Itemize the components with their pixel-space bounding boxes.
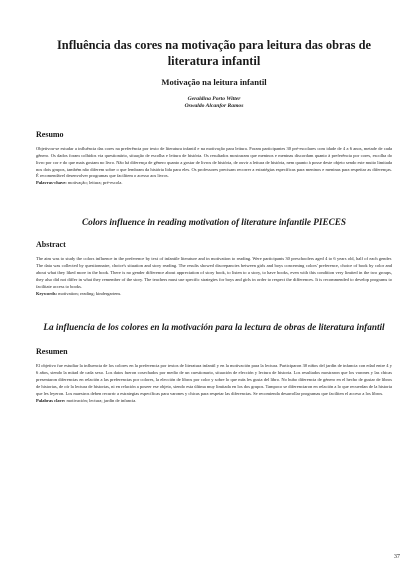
paper-title: Influência das cores na motivação para leitura das obras de literatura infantil — [56, 38, 371, 68]
author-name: Geraldina Porto Witter — [187, 96, 241, 102]
keywords-line — [36, 180, 392, 187]
page-number: 37 — [393, 553, 400, 560]
keywords-label: Keywords: — [36, 290, 57, 296]
abstract-text: El objetivo fue estudiar la influencia de los colores en la preferencia por textos de literatura infantil y en la motivación para la lectura. Participaron 30 niños del jardín de infancia con edad entre 4 y 6 años, siendo la mitad de cada sexo. Los datos fueron cosechados por medio de un cuestionario, situación de elección y lectura de historia. Los resultados mostraron que los varones y las chicas presentaron diferencias en relación a las preferencias por colores, la elección de libros por color y sobre lo que más les gusta del libro. No hubo diferencia de género en el hecho de gustar de libros de historias, de oír la lectura de historias, ni en relación a poseer ese objeto, siendo esta última muy limitada en los dos grupos. Tampoco se diferenciaron en relación a lo que recuerdan de la historia que les leyeron. Los maestros deben recurrir a estrategias específicas para varones y chicas para respetar las diferencias. Se recomienda desarrollar programas que faciliten el acceso a los libros. — [36, 363, 392, 396]
keywords-label: Palavras-chave: — [36, 180, 67, 186]
keywords-line — [36, 398, 392, 405]
abstract-text: Objetivou-se estudar a influência das cores na preferência por texto de literatura infantil e na motivação para leitura. Foram participantes 30 pré-escolares com idade de 4 a 6 anos, metade de cada gênero. Os dados foram colhidos via questionário, situação de escolha e leitura de história. Os resultados mostraram que meninos e meninas discordam quanto à preferência por cores, escolha do livro por cor e do que mais gostam no livro. Não há diferença de gênero quanto a gostar de livros de história, de ouvir a leitura de história, nem quanto à posse deste objeto sendo este muito limitada nos dois grupos, também não diferem sobre o que lembram da história lida para eles. Os professores precisam recorrer a estratégias específicas para meninos e meninas para respeitar as diferenças. É recomendável desenvolver programas que facilitem o acesso aos livros. — [36, 145, 392, 179]
abstract-spanish — [36, 322, 392, 405]
abstract-english — [36, 217, 392, 298]
keywords-text: motivación; lectura; jardín de infancia. — [66, 397, 137, 403]
abstract-text: The aim was to study the colors influence in the preference by text of infantile literature and in motivation to reading. Were participants 30 preschoolers aged 4 to 6 years old, half of each gender. The data was collected by questionnaire, choice's situation and story reading. The results showed discrepancies between girls and boys concerning colors' preference, choice of book by color and about what they liked more in the book. There is no gender difference about appreciation of story book, to listen to a story, to have books, even with this condition very limited in the two groups, they also did not differ in what they remember of the story. The teachers must use specific strategies for boys and girls in order to respect the differences. It is recommended to develop programs to facilitate access to books. — [36, 256, 392, 290]
keywords-label: Palabras clave: — [36, 397, 66, 403]
abstract-portuguese — [36, 130, 392, 187]
author-name: Oswaldo Alcanfor Ramos — [184, 103, 244, 110]
spanish-title: La influencia de los colores en la motivación para la lectura de obras de literatura infantil — [43, 321, 385, 332]
keywords-line — [36, 291, 392, 298]
running-title: Motivação na leitura infantil — [161, 77, 267, 87]
section-heading: Abstract — [36, 240, 66, 250]
english-title: Colors influence in reading motivation of literature infantile PIECES — [82, 217, 346, 228]
section-heading: Resumen — [36, 347, 68, 357]
author-list — [36, 96, 392, 111]
keywords-text: motivation; reading; kindergartens. — [58, 290, 122, 296]
section-heading: Resumo — [36, 129, 64, 139]
keywords-text: motivação; leitura; pré-escola. — [67, 180, 123, 186]
